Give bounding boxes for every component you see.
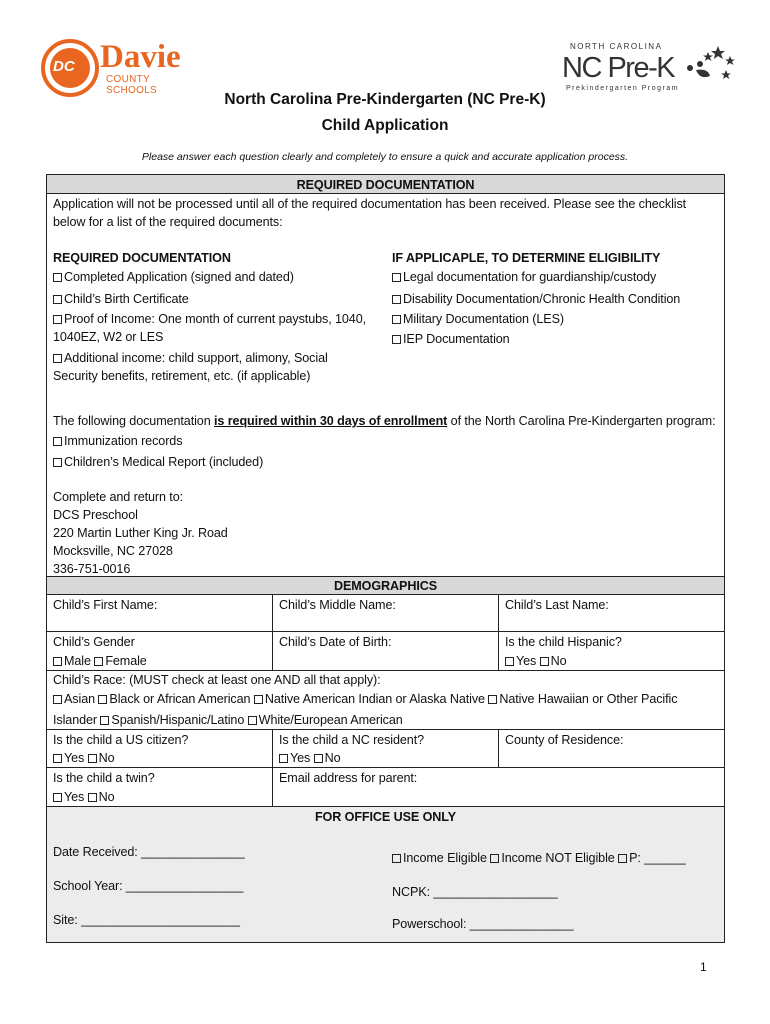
yes-checkbox[interactable]: [505, 657, 514, 666]
female-checkbox[interactable]: [94, 657, 103, 666]
davie-county-schools-logo: [40, 38, 200, 98]
last-name-field[interactable]: Child’s Last Name:: [505, 598, 609, 612]
demographics-heading: DEMOGRAPHICS: [333, 579, 438, 593]
return-address-line: Complete and return to:: [53, 490, 184, 504]
twin-options: Yes No: [53, 788, 115, 806]
nc-resident-label: Is the child a NC resident?: [279, 733, 425, 747]
page-number: 1: [700, 960, 707, 974]
no-checkbox[interactable]: [314, 754, 323, 763]
checklist-item: Completed Application (signed and dated): [53, 268, 294, 286]
checklist-item: IEP Documentation: [392, 330, 510, 348]
gender-label: Child’s Gender: [53, 635, 135, 649]
checkbox[interactable]: [392, 273, 401, 282]
checklist-item: Immunization records: [53, 432, 182, 450]
yes-checkbox[interactable]: [53, 754, 62, 763]
required-doc-heading: REQUIRED DOCUMENTATION: [296, 178, 475, 192]
nc-resident-options: Yes No: [279, 749, 341, 767]
davie-logo-name: Davie: [100, 39, 181, 75]
checkbox[interactable]: [53, 273, 62, 282]
checkbox[interactable]: [53, 354, 62, 363]
hispanic-options: Yes No: [505, 652, 567, 670]
checklist-item: Military Documentation (LES): [392, 310, 564, 328]
following-documentation-text: The following documentation is required within 30 days of enrollment of the North Carolina Pre-Kindergarten program:: [53, 414, 716, 428]
checkbox[interactable]: [53, 315, 62, 324]
income-eligible-checkbox[interactable]: [392, 854, 401, 863]
return-address-line: Mocksville, NC 27028: [53, 544, 173, 558]
p-checkbox[interactable]: [618, 854, 627, 863]
checkbox[interactable]: [392, 295, 401, 304]
county-field[interactable]: County of Residence:: [505, 733, 624, 747]
no-checkbox[interactable]: [88, 793, 97, 802]
powerschool-field[interactable]: Powerschool: _______________: [392, 917, 574, 931]
checklist-item-continued: Security benefits, retirement, etc. (if applicable): [53, 369, 311, 383]
twin-label: Is the child a twin?: [53, 771, 155, 785]
checklist-item: Legal documentation for guardianship/custody: [392, 268, 656, 286]
gender-options: Male Female: [53, 652, 147, 670]
required-doc-intro-line1: Application will not be processed until all of the required documentation has been received. Please see the checklist: [53, 197, 687, 211]
nc-prek-logo-top: NORTH CAROLINA: [570, 42, 663, 51]
return-address-line: DCS Preschool: [53, 508, 138, 522]
hispanic-race-checkbox[interactable]: [100, 716, 109, 725]
checkbox[interactable]: [53, 437, 62, 446]
race-options-row2: Islander Spanish/Hispanic/Latino White/European American: [53, 713, 403, 727]
checklist-item: Disability Documentation/Chronic Health Condition: [392, 290, 680, 308]
black-checkbox[interactable]: [98, 695, 107, 704]
checklist-item: Children’s Medical Report (included): [53, 453, 263, 471]
form-title: North Carolina Pre-Kindergarten (NC Pre-K): [224, 91, 546, 108]
no-checkbox[interactable]: [88, 754, 97, 763]
checkbox[interactable]: [53, 458, 62, 467]
us-citizen-label: Is the child a US citizen?: [53, 733, 189, 747]
no-checkbox[interactable]: [540, 657, 549, 666]
davie-logo-subtitle: COUNTY SCHOOLS: [106, 74, 158, 96]
parent-email-field[interactable]: Email address for parent:: [279, 771, 418, 785]
required-doc-intro-line2: below for a list of the required documents:: [53, 215, 283, 229]
white-checkbox[interactable]: [248, 716, 257, 725]
checkbox[interactable]: [392, 315, 401, 324]
return-address-line: 220 Martin Luther King Jr. Road: [53, 526, 228, 540]
male-checkbox[interactable]: [53, 657, 62, 666]
checkbox[interactable]: [53, 295, 62, 304]
race-options-row1: Asian Black or African American Native American Indian or Alaska Native Native Hawaiian or Other Pacific: [53, 690, 677, 708]
office-use-heading: FOR OFFICE USE ONLY: [314, 810, 457, 824]
school-year-field[interactable]: School Year: _________________: [53, 879, 244, 893]
checkbox[interactable]: [392, 335, 401, 344]
checklist-item-continued: 1040EZ, W2 or LES: [53, 330, 164, 344]
income-eligibility-options: Income Eligible Income NOT Eligible P: ______: [392, 849, 686, 867]
checklist-item: Child’s Birth Certificate: [53, 290, 189, 308]
middle-name-field[interactable]: Child’s Middle Name:: [279, 598, 396, 612]
required-list-heading: REQUIRED DOCUMENTATION: [53, 251, 231, 265]
return-address-line: 336-751-0016: [53, 562, 131, 576]
yes-checkbox[interactable]: [53, 793, 62, 802]
nc-prek-logo-main: NC Pre-K: [562, 52, 675, 84]
form-subtitle: Child Application: [321, 117, 449, 134]
stars-icon: [678, 44, 738, 92]
pacific-islander-checkbox[interactable]: [488, 695, 497, 704]
asian-checkbox[interactable]: [53, 695, 62, 704]
checklist-item: Proof of Income: One month of current paystubs, 1040,: [53, 310, 366, 328]
eligibility-list-heading: IF APPLICAPLE, TO DETERMINE ELIGIBILITY: [392, 251, 661, 265]
site-field[interactable]: Site: _______________________: [53, 913, 240, 927]
hispanic-label: Is the child Hispanic?: [505, 635, 622, 649]
date-received-field[interactable]: Date Received: _______________: [53, 845, 245, 859]
nc-prek-logo-sub: Prekindergarten Program: [566, 85, 680, 92]
date-of-birth-field[interactable]: Child’s Date of Birth:: [279, 635, 392, 649]
yes-checkbox[interactable]: [279, 754, 288, 763]
race-label: Child’s Race: (MUST check at least one AND all that apply):: [53, 673, 381, 687]
income-not-eligible-checkbox[interactable]: [490, 854, 499, 863]
instruction-text: Please answer each question clearly and completely to ensure a quick and accurate application process.: [141, 151, 629, 163]
native-american-checkbox[interactable]: [254, 695, 263, 704]
davie-logo-initials: DC: [53, 58, 75, 75]
us-citizen-options: Yes No: [53, 749, 115, 767]
checklist-item: Additional income: child support, alimony, Social: [53, 349, 328, 367]
ncpk-field[interactable]: NCPK: __________________: [392, 885, 558, 899]
first-name-field[interactable]: Child’s First Name:: [53, 598, 158, 612]
